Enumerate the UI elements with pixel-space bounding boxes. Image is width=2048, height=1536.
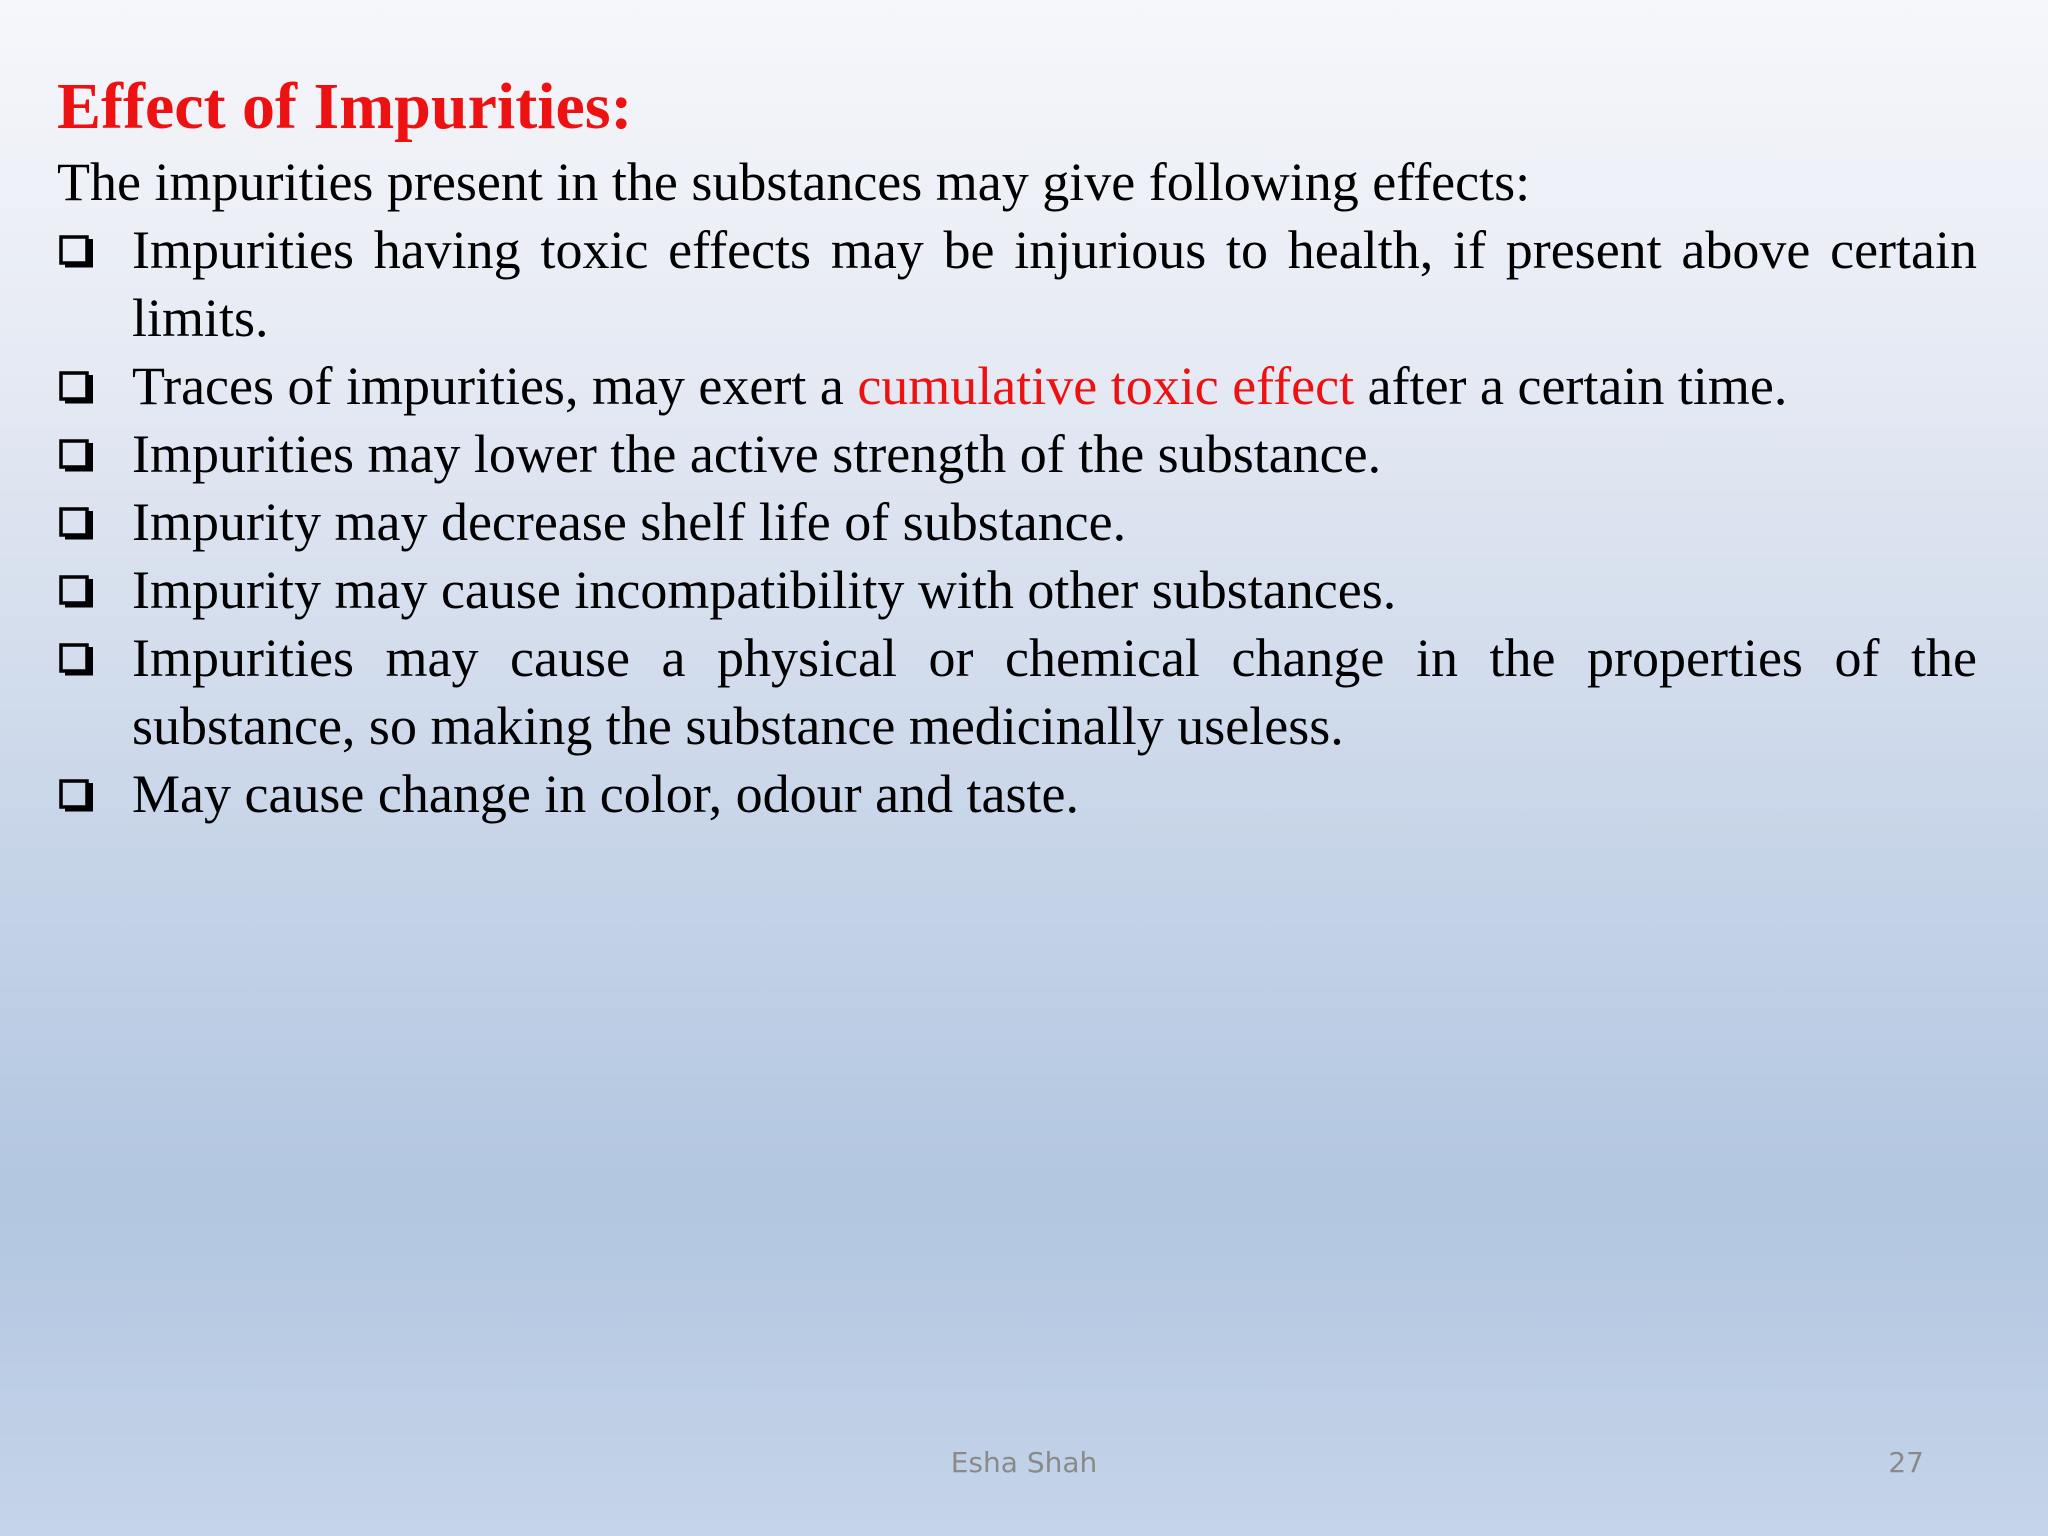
checkbox-square-icon bbox=[59, 643, 93, 677]
bullet-item bbox=[57, 624, 1977, 760]
intro-text: The impurities present in the substances may give following effects: bbox=[57, 152, 1531, 212]
bullet-item bbox=[57, 488, 1977, 556]
checkbox-square-icon bbox=[59, 371, 93, 405]
bullet-item bbox=[57, 420, 1977, 488]
bullet-list bbox=[57, 216, 1977, 828]
bullet-text: Impurities may lower the active strength of the substance. bbox=[132, 424, 1382, 484]
checkbox-square-icon bbox=[59, 779, 93, 813]
bullet-item bbox=[57, 352, 1977, 420]
bullet-text: Impurities may cause a physical or chemical change in the properties of the substance, so making the substance medicinally useless. bbox=[132, 628, 1977, 756]
checkbox-square-icon bbox=[59, 439, 93, 473]
bullet-text: May cause change in color, odour and taste. bbox=[132, 764, 1080, 824]
bullet-text: Impurity may decrease shelf life of substance. bbox=[132, 492, 1127, 552]
bullet-item bbox=[57, 760, 1977, 828]
bullet-text bbox=[132, 356, 1787, 416]
bullet-text: Impurities having toxic effects may be injurious to health, if present above certain limits. bbox=[132, 220, 1977, 348]
checkbox-square-icon bbox=[59, 575, 93, 609]
bullet-text-after: after a certain time. bbox=[1354, 356, 1788, 416]
page-number: 27 bbox=[1888, 1446, 1924, 1479]
bullet-item bbox=[57, 216, 1977, 352]
footer-author: Esha Shah bbox=[950, 1446, 1098, 1479]
bullet-text-before: Traces of impurities, may exert a bbox=[132, 356, 858, 416]
checkbox-square-icon bbox=[59, 235, 93, 269]
slide-title: Effect of Impurities: bbox=[57, 70, 633, 143]
bullet-text: Impurity may cause incompatibility with other substances. bbox=[132, 560, 1397, 620]
bullet-item bbox=[57, 556, 1977, 624]
checkbox-square-icon bbox=[59, 507, 93, 541]
highlight-text: cumulative toxic effect bbox=[857, 356, 1355, 416]
